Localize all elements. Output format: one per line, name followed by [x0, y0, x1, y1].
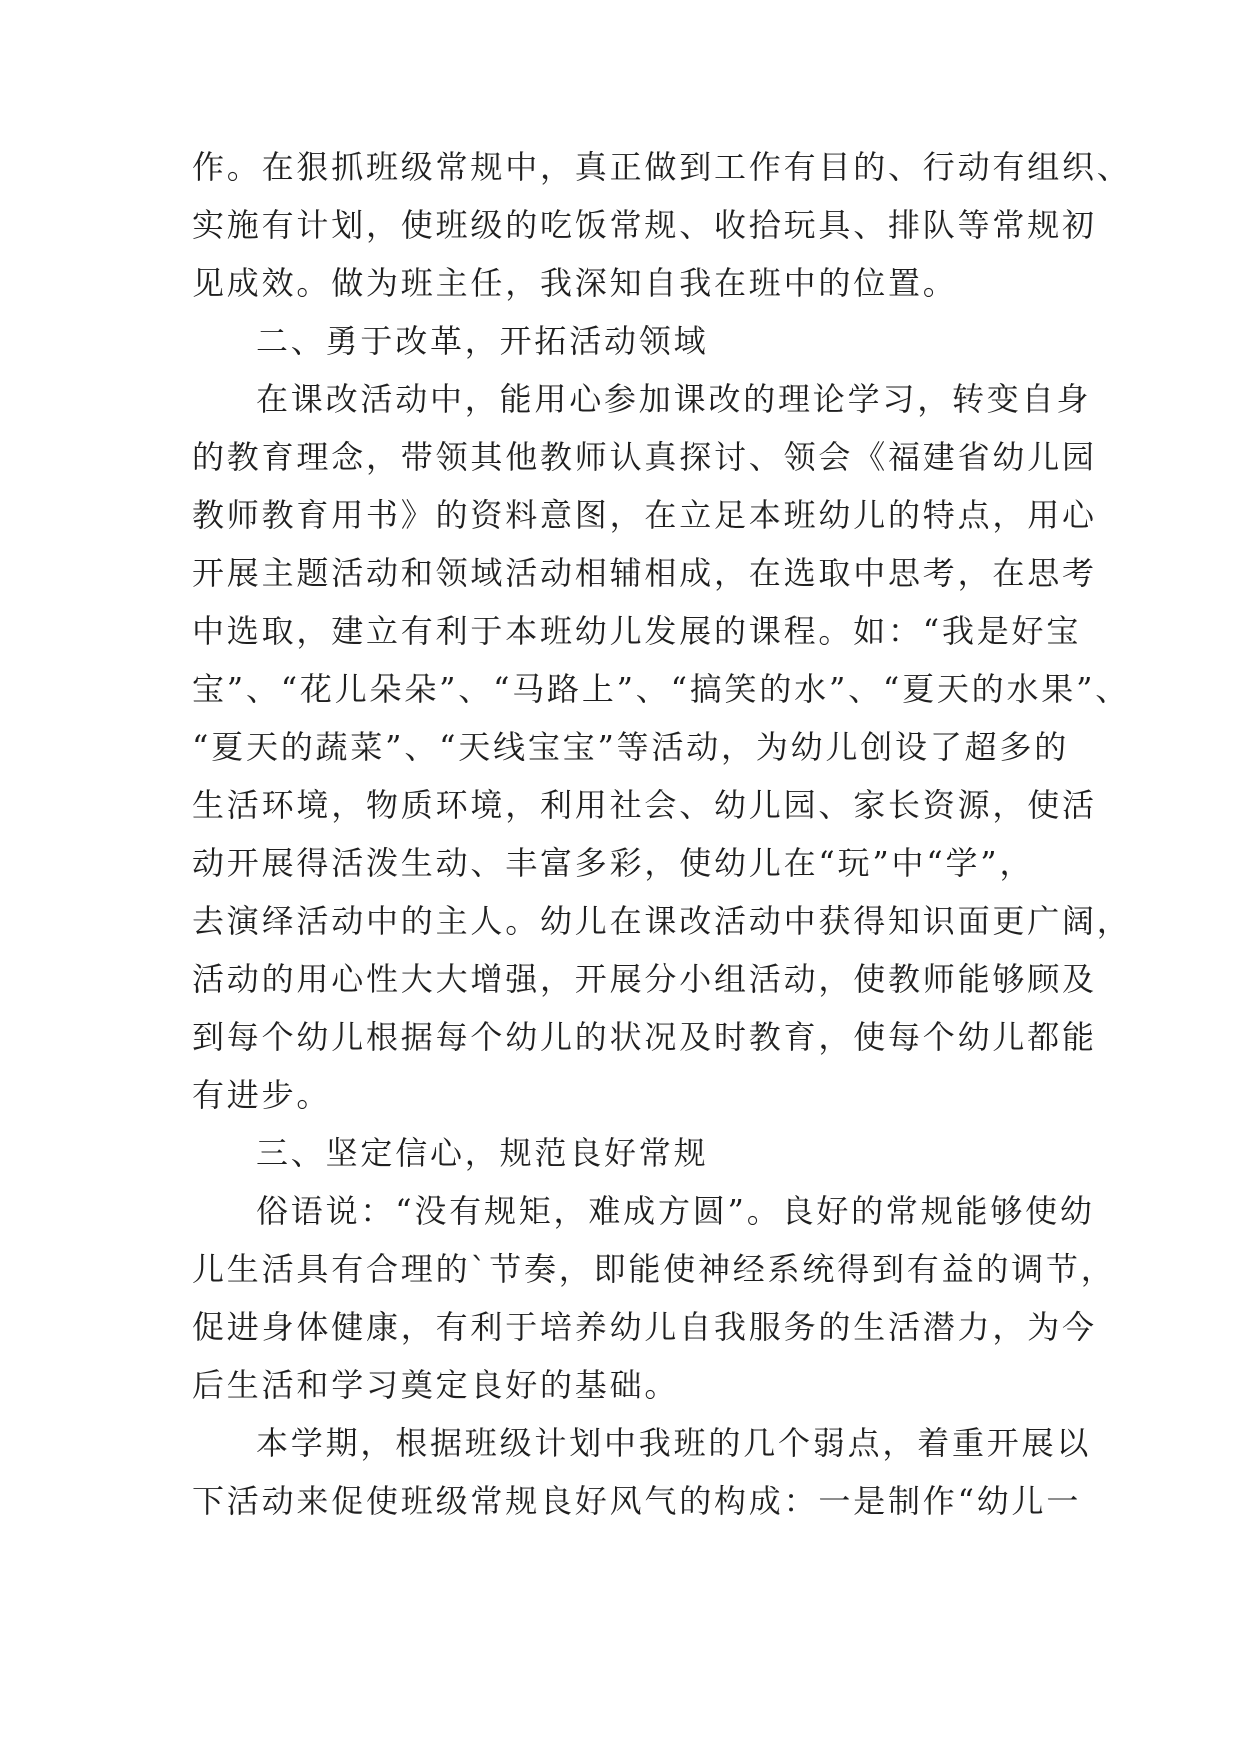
text-line: 的教育理念，带领其他教师认真探讨、领会《福建省幼儿园 [192, 438, 1097, 476]
text-line: 中选取，建立有利于本班幼儿发展的课程。如：“我是好宝 [192, 612, 1082, 650]
text-line: 促进身体健康，有利于培养幼儿自我服务的生活潜力，为今 [192, 1308, 1097, 1346]
text-line: 动开展得活泼生动、丰富多彩，使幼儿在“玩”中“学”， [192, 844, 1035, 882]
text-line: 开展主题活动和领域活动相辅相成，在选取中思考，在思考 [192, 554, 1097, 592]
text-line: 作。在狠抓班级常规中，真正做到工作有目的、行动有组织、 [192, 148, 1132, 186]
text-line: 下活动来促使班级常规良好风气的构成：一是制作“幼儿一 [192, 1482, 1082, 1520]
text-line: 儿生活具有合理的`节奏，即能使神经系统得到有益的调节， [192, 1250, 1116, 1288]
text-line: 后生活和学习奠定良好的基础。 [192, 1366, 680, 1404]
text-line: 到每个幼儿根据每个幼儿的状况及时教育，使每个幼儿都能 [192, 1018, 1097, 1056]
text-line: 宝”、“花儿朵朵”、“马路上”、“搞笑的水”、“夏天的水果”、 [192, 670, 1131, 708]
text-line: 活动的用心性大大增强，开展分小组活动，使教师能够顾及 [192, 960, 1097, 998]
text-line: 教师教育用书》的资料意图，在立足本班幼儿的特点，用心 [192, 496, 1097, 534]
text-line: 去演绎活动中的主人。幼儿在课改活动中获得知识面更广阔， [192, 902, 1132, 940]
text-line: 在课改活动中，能用心参加课改的理论学习，转变自身 [256, 380, 1092, 418]
text-line: 有进步。 [192, 1076, 332, 1114]
text-line: 生活环境，物质环境，利用社会、幼儿园、家长资源，使活 [192, 786, 1097, 824]
section-heading: 二、勇于改革，开拓活动领域 [256, 322, 709, 360]
section-heading: 三、坚定信心，规范良好常规 [256, 1134, 709, 1172]
text-line: 俗语说：“没有规矩，难成方圆”。良好的常规能够使幼 [256, 1192, 1095, 1230]
text-line: 实施有计划，使班级的吃饭常规、收拾玩具、排队等常规初 [192, 206, 1097, 244]
text-line: “夏天的蔬菜”、“天线宝宝”等活动，为幼儿创设了超多的 [192, 728, 1070, 766]
text-line: 本学期，根据班级计划中我班的几个弱点，着重开展以 [256, 1424, 1092, 1462]
text-line: 见成效。做为班主任，我深知自我在班中的位置。 [192, 264, 958, 302]
